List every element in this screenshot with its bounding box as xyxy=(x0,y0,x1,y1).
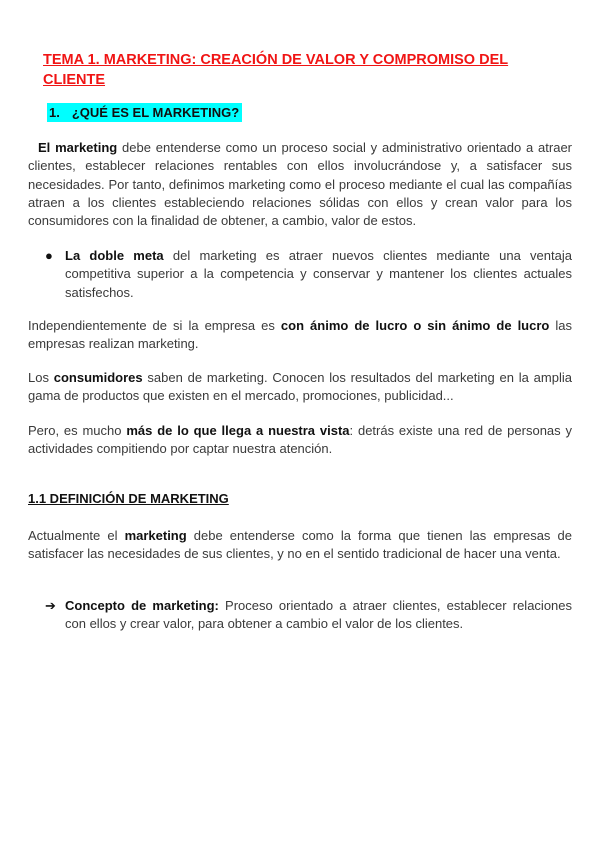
bullet-doble-meta xyxy=(45,247,572,302)
paragraph-text: Actualmente el xyxy=(28,528,125,543)
bold-term: La doble meta xyxy=(65,248,164,263)
section-number: 1. xyxy=(49,105,60,120)
paragraph-text: Pero, es mucho xyxy=(28,423,127,438)
bullet-concepto xyxy=(45,597,573,634)
paragraph-vista xyxy=(28,422,572,459)
document-title: TEMA 1. MARKETING: CREACIÓN DE VALOR Y COMPROMISO DEL CLIENTE xyxy=(43,52,509,88)
paragraph-marketing-definition xyxy=(28,139,572,230)
bold-term: más de lo que llega a nuestra vista xyxy=(126,423,350,438)
section-heading-1 xyxy=(47,103,242,122)
arrow-right-icon: ➔ xyxy=(45,598,56,613)
paragraph-text: saben de marketing. Conocen los resultados del marketing en la amplia gama de productos que existen en el mercado, promociones, publicidad... xyxy=(28,370,572,404)
paragraph-lucro xyxy=(28,317,572,354)
paragraph-text: : detrás existe una red de personas y actividades compitiendo por captar nuestra atención. xyxy=(28,423,573,457)
section-heading-1-1: 1.1 DEFINICIÓN DE MARKETING xyxy=(28,491,229,506)
bold-term: marketing xyxy=(124,528,187,543)
bullet-dot-icon: ● xyxy=(45,248,53,263)
paragraph-consumidores xyxy=(28,369,572,406)
bullet-text: Proceso orientado a atraer clientes, establecer relaciones con ellos y crear valor, para obtener a cambio el valor de los clientes. xyxy=(65,598,573,632)
paragraph-text: Independientemente de si la empresa es xyxy=(28,318,281,333)
bold-term: consumidores xyxy=(53,370,143,385)
paragraph-text: las empresas realizan marketing. xyxy=(28,318,572,352)
bold-term: El marketing xyxy=(38,140,118,155)
bold-term: Concepto de marketing: xyxy=(65,598,219,613)
paragraph-text: Los xyxy=(28,370,54,385)
bullet-text: del marketing es atraer nuevos clientes mediante una ventaja competitiva superior a la competencia y conservar y mantener los clientes actuales satisfechos. xyxy=(65,248,572,300)
paragraph-text: debe entenderse como un proceso social y administrativo orientado a atraer clientes, establecer relaciones rentables con ellos involucrándose y, a satisfacer sus necesidades. Por tanto, definimos marketing como el proceso mediante el cual las compañías atraen a los clientes estableciendo relaciones sólidas con ellos y crean valor para los consumidores con la finalidad de obtener, a cambio, valor de estos. xyxy=(28,140,572,229)
section-heading-text: ¿QUÉ ES EL MARKETING? xyxy=(71,105,240,120)
bold-term: con ánimo de lucro o sin ánimo de lucro xyxy=(280,318,550,333)
paragraph-actualmente xyxy=(28,527,572,564)
paragraph-text: debe entenderse como la forma que tienen las empresas de satisfacer las necesidades de sus clientes, y no en el sentido tradicional de hacer una venta. xyxy=(28,528,572,562)
